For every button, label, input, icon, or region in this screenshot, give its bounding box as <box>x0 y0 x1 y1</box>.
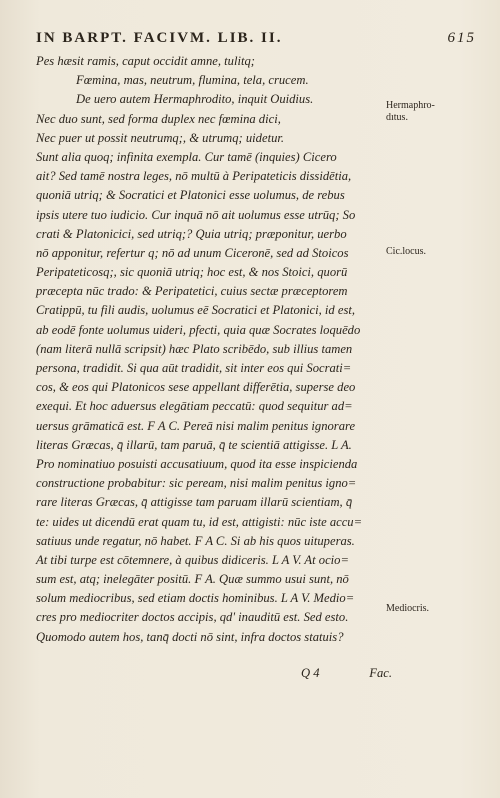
text-line: uersus grāmaticā est. F A C. Pereā nisi malim penitus ignorare <box>36 418 356 433</box>
text-line: sum est, atq; inelegāter positū. F A. Quæ summo usui sunt, nō <box>36 572 349 587</box>
page-number: 615 <box>447 30 476 46</box>
text-line: ait? Sed tamē nostra leges, nō multū à Peripateticis dissidētia, <box>36 169 352 184</box>
margin-note-mediocris: Mediocris. <box>386 603 430 614</box>
text-line: Pes hæsit ramis, caput occidit amne, tulitq; <box>36 54 255 68</box>
text-line: Fœmina, mas, neutrum, flumina, tela, crucem. <box>76 73 309 88</box>
text-line: te: uides ut dicendū erat quam tu, id est, attigisti: nūc iste accu= <box>36 514 363 529</box>
text-line: rare literas Græcas, q̄ attigisse tam paruam illarū scientiam, q̄ <box>36 495 353 510</box>
text-line: præcepta nūc trado: & Peripatetici, cuius sectæ præceptorem <box>36 284 348 299</box>
text-line: Pro nominatiuo posuisti accusatiuum, quod ita esse inspicienda <box>36 456 358 471</box>
text-line: cos, & eos qui Platonicos sese appellant differētia, superse deo <box>36 380 356 395</box>
text-line: Cratippū, tu fili audis, uolumus eē Socratici et Platonici, id est, <box>36 303 356 318</box>
margin-note-cic-locus: Cic.locus. <box>386 246 426 257</box>
body-text <box>36 52 382 647</box>
text-line: De uero autem Hermaphrodito, inquit Ouidius. <box>76 92 314 107</box>
text-line: crati & Platonicici, sed utriq;? Quia utriq; præponitur, uerbo <box>36 226 347 241</box>
catchword: Fac. <box>369 666 392 680</box>
text-line: solum mediocribus, sed etiam doctis hominibus. L A V. Medio= <box>36 591 355 606</box>
text-line: ipsis utere tuo iudicio. Cur inquā nō ait uolumus esse utrūq; So <box>36 207 356 222</box>
text-line: nō apponitur, refertur q; nō ad unum Ciceronē, sed ad Stoicos <box>36 245 349 260</box>
text-line: satiuus unde regatur, nō habet. F A C. Si ab his quos uituperas. <box>36 533 355 548</box>
text-line: Sunt alia quoq; infinita exempla. Cur tamē (inquies) Cicero <box>36 149 337 164</box>
text-line: Nec puer ut possit neutrumq;, & utrumq; uidetur. <box>36 130 285 145</box>
text-line: Nec duo sunt, sed forma duplex nec fœmina dici, <box>36 111 281 126</box>
text-line: persona, tradidit. Si qua aūt tradidit, sit inter eos qui Socrati= <box>36 361 352 375</box>
text-line: literas Græcas, q̄ illarū, tam paruā, q̄ te scientiā attigisse. L A. <box>36 437 352 452</box>
text-line: quoniā utriq; & Socratici et Platonici esse uolumus, de rebus <box>36 188 345 203</box>
signature-mark: Q 4 <box>301 666 320 680</box>
text-line: ab eodē fonte uolumus uideri, pfecti, quia quæ Socrates loquēdo <box>36 322 361 337</box>
text-line: At tibi turpe est cōtemnere, à quibus didiceris. L A V. At ocio= <box>36 552 349 567</box>
running-title: IN BARPT. FACIVM. LIB. II. <box>36 30 283 46</box>
text-line: constructione probabitur: sic peream, nisi malim penitus igno= <box>36 476 357 491</box>
text-line: (nam literā nullā scripsit) hæc Plato scribēdo, sub illius tamen <box>36 341 353 356</box>
text-line: Quomodo autem hos, tanq̄ docti nō sint, infra doctos statuis? <box>36 629 344 644</box>
text-line: cres pro mediocriter doctos accipis, qd' inauditū est. Sed esto. <box>36 610 349 625</box>
margin-note-hermaphroditus: Hermaphro-dıtus. <box>386 100 435 123</box>
text-line: Peripateticosq;, sic quoniā utriq; hoc est, & nos Stoici, quorū <box>36 265 348 280</box>
text-line: exequi. Et hoc aduersus elegātiam peccatū: quod sequitur ad= <box>36 399 353 414</box>
